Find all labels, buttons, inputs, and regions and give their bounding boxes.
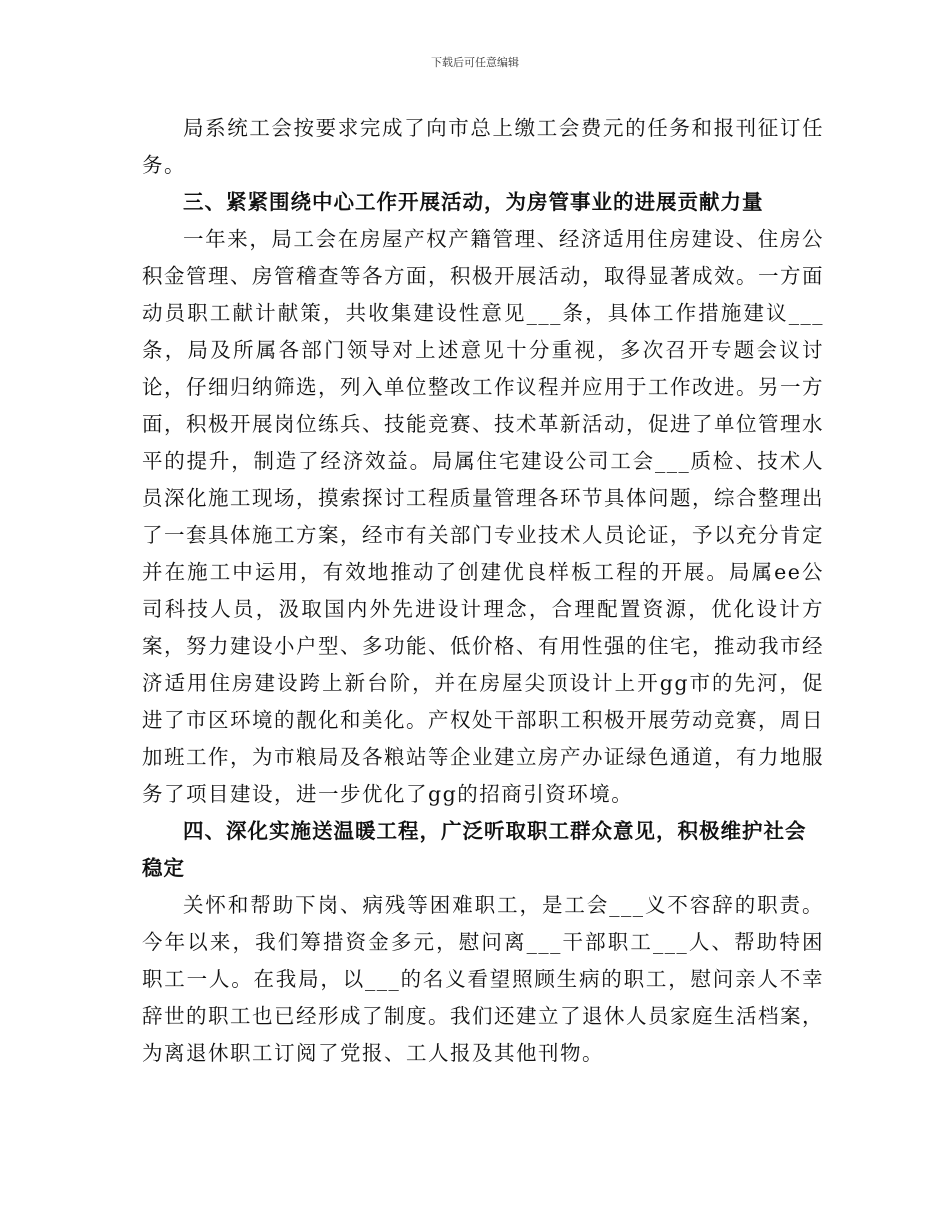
section-heading-3: 三、紧紧围绕中心工作开展活动，为房管事业的进展贡献力量 — [183, 190, 764, 214]
paragraph-central-work: 一年来，局工会在房屋产权产籍管理、经济适用住房建设、住房公积金管理、房管稽查等各方面，积极开展活动，取得显著成效。一方面动员职工献计献策，共收集建设性意见___条，具体工作措施建议___条，局及所属各部门领导对上述意见十分重视，多次召开专题会议讨论，仔细归纳筛选，列入单位整改工作议程并应用于工作改进。另一方面，积极开展岗位练兵、技能竞赛、技术革新活动，促进了单位管理水平的提升，制造了经济效益。局属住宅建设公司工会___质检、技术人员深化施工现场，摸索探讨工程质量管理各环节具体问题，综合整理出了一套具体施工方案，经市有关部门专业技术人员论证，予以充分肯定并在施工中运用，有效地推动了创建优良样板工程的开展。局属ee公司科技人员，汲取国内外先进设计理念，合理配置资源，优化设计方案，努力建设小户型、多功能、低价格、有用性强的住宅，推动我市经济适用住房建设跨上新台阶，并在房屋尖顶设计上开gg市的先河，促进了市区环境的靓化和美化。产权处干部职工积极开展劳动竞赛，周日加班工作，为市粮局及各粮站等企业建立房产办证绿色通道，有力地服务了项目建设，进一步优化了gg的招商引资环境。 — [142, 227, 824, 806]
paragraph-union-dues: 局系统工会按要求完成了向市总上缴工会费元的任务和报刊征订任务。 — [142, 116, 824, 177]
document-body — [142, 110, 824, 1072]
page-header: 下载后可任意编辑 — [431, 56, 519, 69]
paragraph-warmth-project: 关怀和帮助下岗、病残等困难职工，是工会___义不容辞的职责。今年以来，我们筹措资金多元，慰问离___干部职工___人、帮助特困职工一人。在我局，以___的名义看望照顾生病的职工，慰问亲人不幸辞世的职工也已经形成了制度。我们还建立了退休人员家庭生活档案，为离退休职工订阅了党报、工人报及其他刊物。 — [142, 893, 824, 1065]
section-heading-4: 四、深化实施送温暖工程，广泛听取职工群众意见，积极维护社会稳定 — [142, 819, 807, 880]
